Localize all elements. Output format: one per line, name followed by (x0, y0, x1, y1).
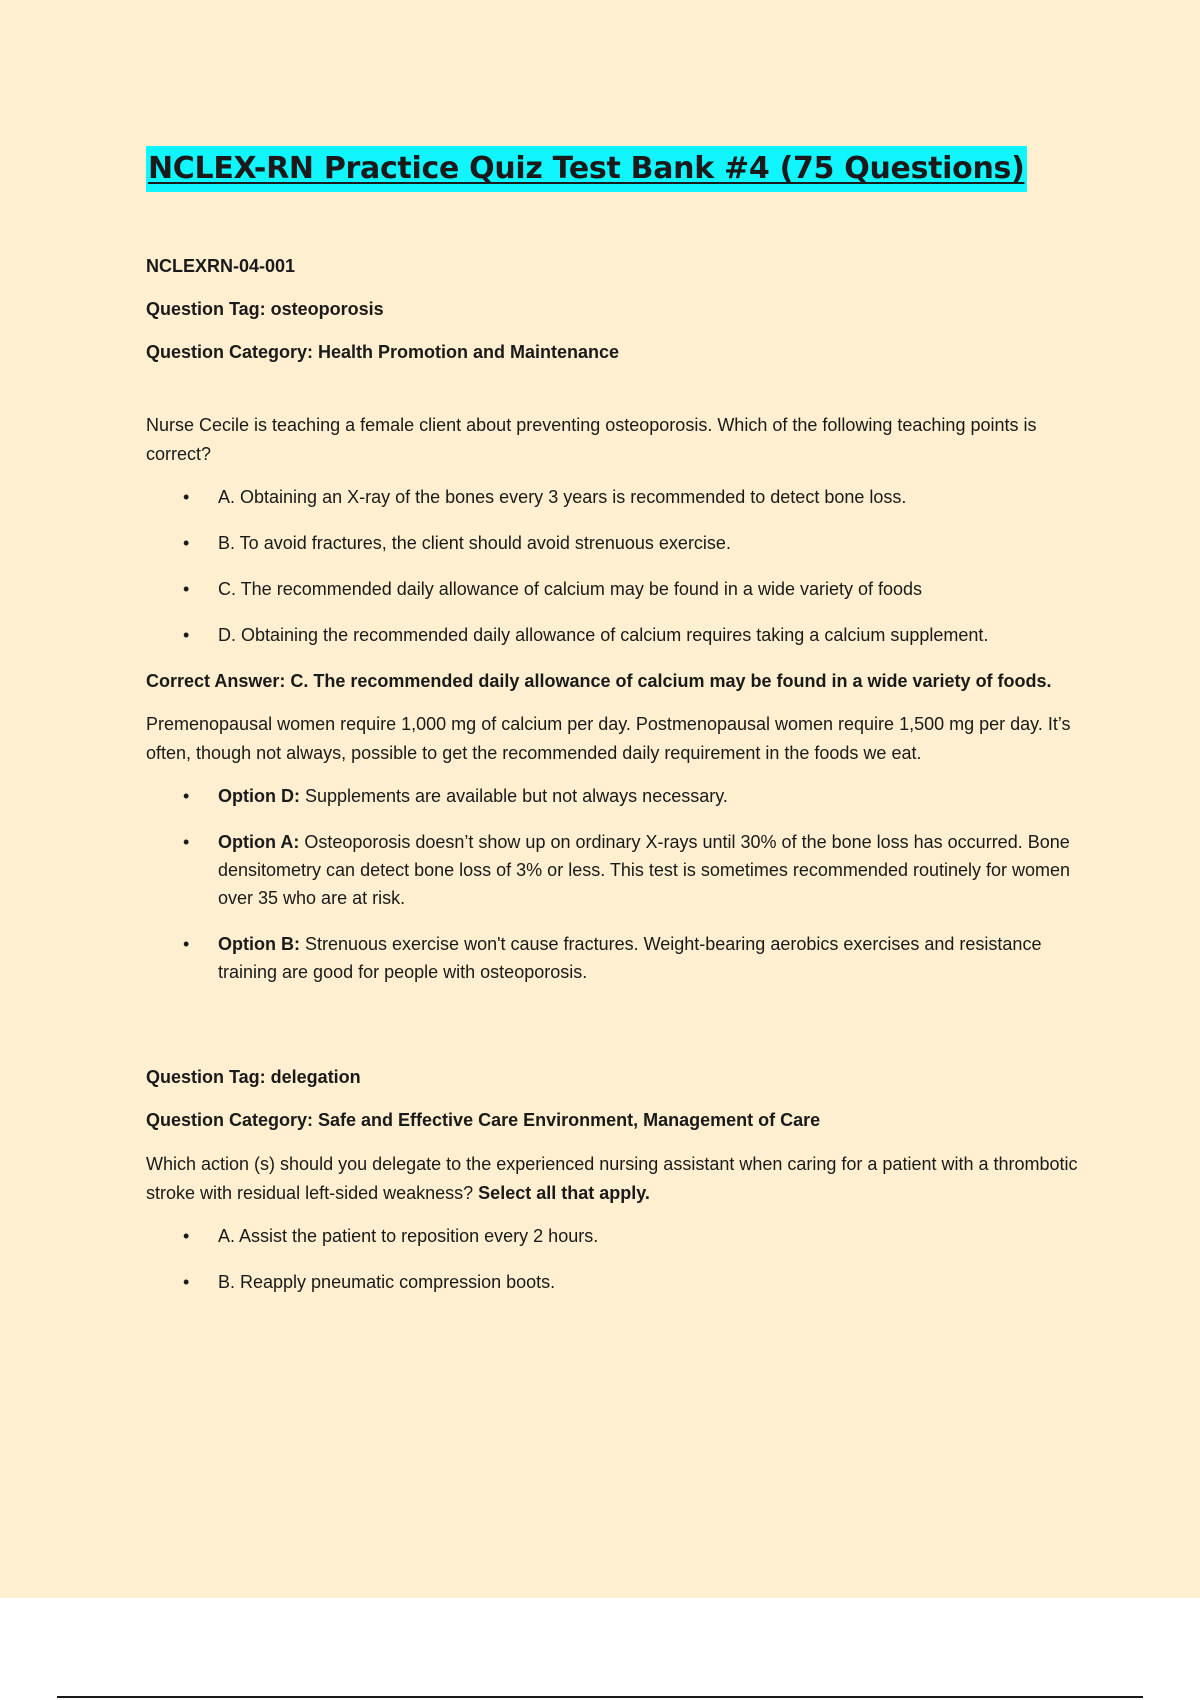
rationale-list (146, 782, 1086, 986)
option-text: B. Reapply pneumatic compression boots. (218, 1272, 556, 1292)
option-text: A. Obtaining an X-ray of the bones every 3 years is recommended to detect bone loss. (218, 487, 907, 507)
question-category: Question Category: Health Promotion and Maintenance (146, 342, 620, 362)
bullet-icon: • (183, 786, 190, 806)
rationale-text: Strenuous exercise won't cause fractures. Weight-bearing aerobics exercises and resistance training are good for people with osteoporosis. (218, 934, 1042, 982)
option-text: A. Assist the patient to reposition every 2 hours. (218, 1226, 599, 1246)
rationale-item (146, 782, 1086, 810)
question-tag: Question Tag: delegation (146, 1067, 361, 1087)
rationale-item (146, 930, 1086, 986)
rationale-label: Option D: (218, 786, 300, 806)
page-content (146, 146, 1086, 1314)
rationale-item (146, 828, 1086, 912)
rationale-text: Supplements are available but not always necessary. (299, 786, 728, 806)
question-instruction: Select all that apply. (478, 1183, 650, 1203)
question-id: NCLEXRN-04-001 (146, 256, 296, 276)
rationale-label: Option A: (218, 832, 300, 852)
bullet-icon: • (183, 832, 190, 852)
answer-option (146, 575, 1086, 603)
option-text: D. Obtaining the recommended daily allowance of calcium requires taking a calcium supplement. (218, 625, 989, 645)
bullet-icon: • (183, 1272, 190, 1292)
answer-options (146, 483, 1086, 649)
bullet-icon: • (183, 934, 190, 954)
explanation-text: Premenopausal women require 1,000 mg of calcium per day. Postmenopausal women require 1,500 mg per day. It’s often, though not always, possible to get the recommended daily requirement in the foods we eat. (146, 714, 1071, 763)
question-category: Question Category: Safe and Effective Care Environment, Management of Care (146, 1110, 821, 1130)
question-stem (146, 1150, 1086, 1208)
bullet-icon: • (183, 1226, 190, 1246)
option-text: C. The recommended daily allowance of calcium may be found in a wide variety of foods (218, 579, 923, 599)
option-text: B. To avoid fractures, the client should avoid strenuous exercise. (218, 533, 731, 553)
page-title: NCLEX-RN Practice Quiz Test Bank #4 (75 Questions) (146, 146, 1027, 192)
footer-divider (57, 1696, 1143, 1698)
bullet-icon: • (183, 625, 190, 645)
title-block (146, 146, 1086, 192)
answer-option (146, 529, 1086, 557)
bullet-icon: • (183, 533, 190, 553)
correct-answer: Correct Answer: C. The recommended daily allowance of calcium may be found in a wide variety of foods. (146, 671, 1052, 691)
rationale-label: Option B: (218, 934, 300, 954)
rationale-text: Osteoporosis doesn’t show up on ordinary X-rays until 30% of the bone loss has occurred. Bone densitometry can detect bone loss of 3% or less. This test is sometimes recommended routinely for women over 35 who are at risk. (218, 832, 1071, 908)
answer-option (146, 1268, 1086, 1296)
bullet-icon: • (183, 487, 190, 507)
question-stem: Nurse Cecile is teaching a female client about preventing osteoporosis. Which of the following teaching points is correct? (146, 415, 1037, 464)
question-tag: Question Tag: osteoporosis (146, 299, 384, 319)
question-stem-text: Which action (s) should you delegate to the experienced nursing assistant when caring for a patient with a thrombotic stroke with residual left-sided weakness? (146, 1154, 1078, 1203)
answer-options (146, 1222, 1086, 1296)
answer-option (146, 483, 1086, 511)
bullet-icon: • (183, 579, 190, 599)
answer-option (146, 621, 1086, 649)
answer-option (146, 1222, 1086, 1250)
